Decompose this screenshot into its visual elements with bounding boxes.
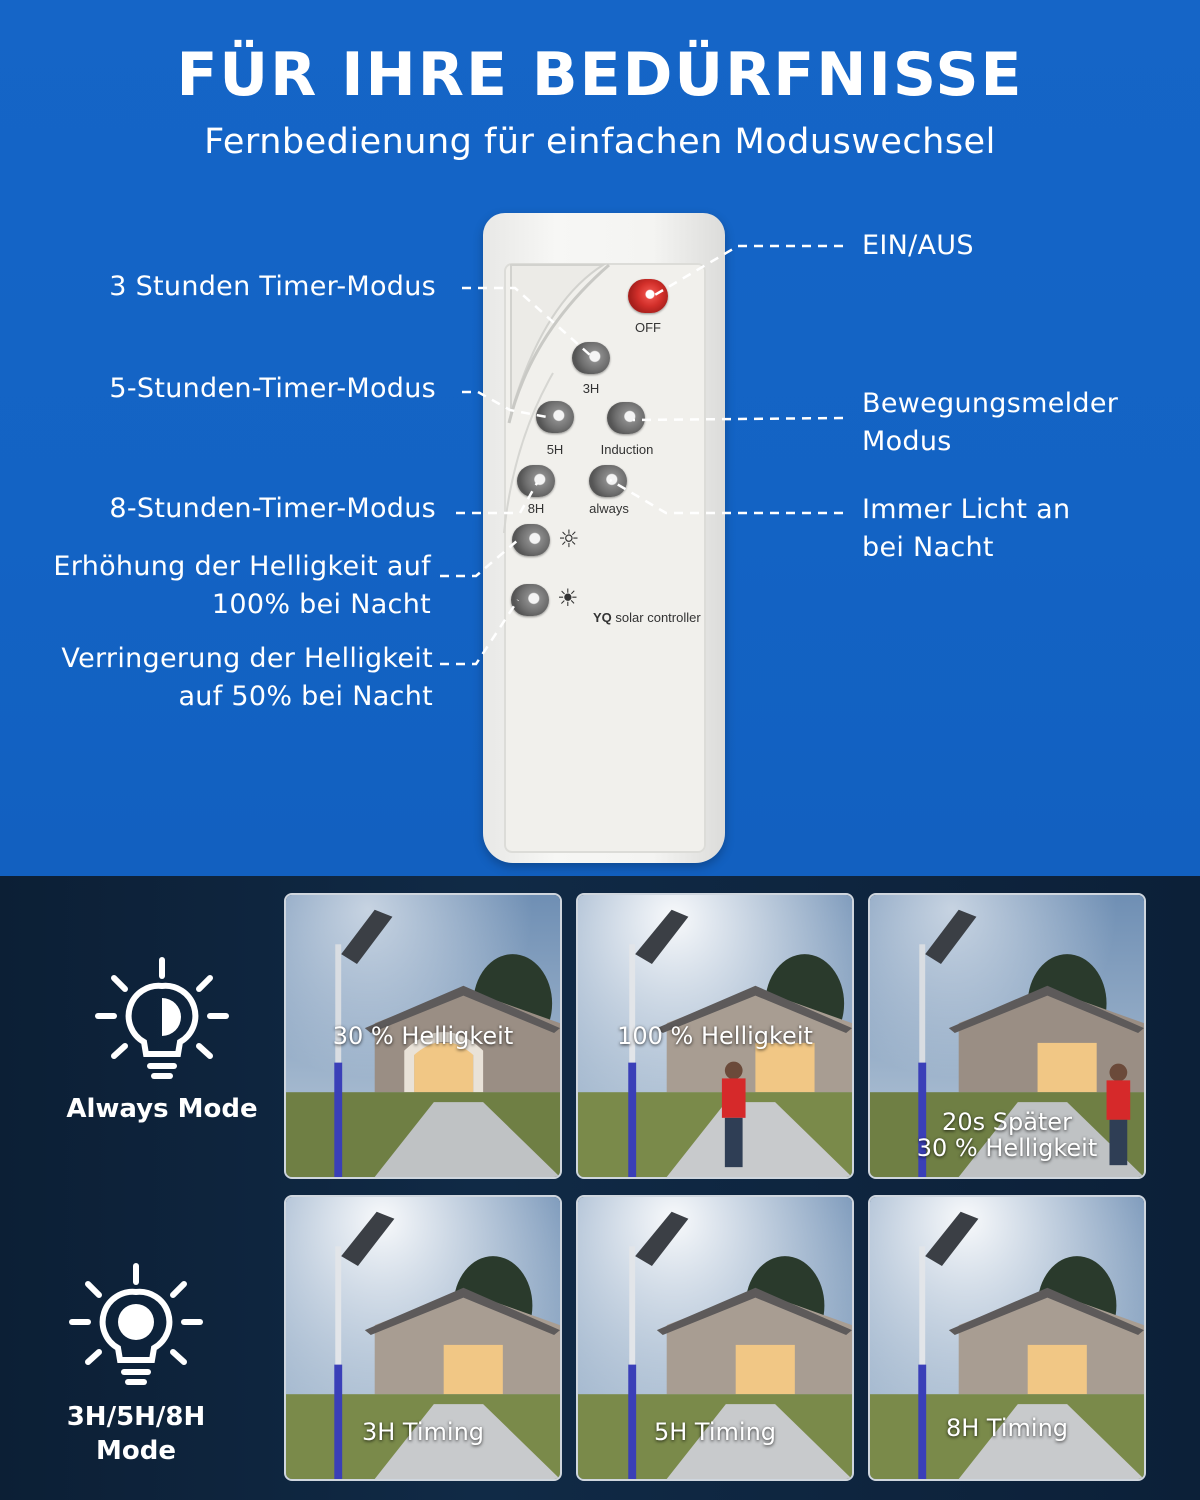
half-bulb-icon	[92, 954, 232, 1094]
label-motion-line2: Modus	[862, 426, 952, 457]
always-label: always	[589, 501, 629, 516]
timer-mode-label-line1: 3H/5H/8H	[66, 1402, 206, 1432]
bright-bulb-icon	[66, 1260, 206, 1400]
remote-control	[483, 213, 725, 863]
scene-card-always-100	[576, 893, 854, 1179]
label-timer-3h: 3 Stunden Timer-Modus	[109, 271, 436, 302]
label-motion-line1: Bewegungsmelder	[862, 388, 1119, 419]
induction-label: Induction	[600, 442, 654, 457]
page-subtitle: Fernbedienung für einfachen Moduswechsel	[204, 122, 996, 162]
scene-caption: 3H Timing	[361, 1418, 485, 1446]
always-button[interactable]	[589, 465, 627, 497]
off-button-label: OFF	[635, 320, 661, 335]
brightness-down-button[interactable]	[511, 584, 549, 616]
timer-3h-label: 3H	[582, 381, 600, 396]
scene-caption: 8H Timing	[945, 1414, 1069, 1442]
scene-card-always-30	[284, 893, 562, 1179]
sun-outline-icon: ☼	[558, 525, 580, 553]
timer-5h-button[interactable]	[536, 401, 574, 433]
label-brightness-up	[20, 548, 431, 624]
remote-brand-prefix: YQ	[593, 610, 612, 625]
always-mode-label: Always Mode	[66, 1094, 258, 1124]
label-brightness-down-line1: Verringerung der Helligkeit	[61, 643, 433, 674]
scene-card-3h	[284, 1195, 562, 1481]
remote-brand-suffix: solar controller	[615, 610, 701, 625]
label-brightness-down	[20, 640, 433, 716]
label-timer-5h: 5-Stunden-Timer-Modus	[109, 373, 436, 404]
label-always-line2: bei Nacht	[862, 532, 994, 563]
page-title: FÜR IHRE BEDÜRFNISSE	[176, 40, 1024, 110]
scene-caption: 5H Timing	[653, 1418, 777, 1446]
timer-mode-label	[26, 1400, 246, 1468]
timer-3h-button[interactable]	[572, 342, 610, 374]
label-brightness-up-line2: 100% bei Nacht	[211, 589, 431, 620]
timer-8h-button[interactable]	[517, 465, 555, 497]
scene-caption-line1: 20s Später	[942, 1108, 1072, 1136]
scene-caption: 100 % Helligkeit	[617, 1022, 813, 1050]
label-on-off: EIN/AUS	[862, 230, 974, 261]
label-brightness-down-line2: auf 50% bei Nacht	[178, 681, 433, 712]
timer-8h-label: 8H	[527, 501, 545, 516]
label-always	[862, 491, 1182, 567]
off-button[interactable]	[628, 279, 668, 313]
label-timer-8h: 8-Stunden-Timer-Modus	[109, 493, 436, 524]
label-brightness-up-line1: Erhöhung der Helligkeit auf	[53, 551, 431, 582]
label-motion	[862, 385, 1182, 461]
modes-section	[0, 876, 1200, 1500]
sun-half-icon: ☀	[557, 584, 579, 612]
scene-caption-line2: 30 % Helligkeit	[916, 1134, 1098, 1162]
scene-card-5h	[576, 1195, 854, 1481]
scene-card-8h	[868, 1195, 1146, 1481]
scene-caption: 30 % Helligkeit	[332, 1022, 514, 1050]
label-always-line1: Immer Licht an	[862, 494, 1071, 525]
timer-5h-label: 5H	[546, 442, 564, 457]
remote-brand-label	[593, 610, 701, 625]
scene-card-always-later	[868, 893, 1146, 1179]
induction-button[interactable]	[607, 402, 645, 434]
timer-mode-label-line2: Mode	[96, 1436, 176, 1466]
brightness-up-button[interactable]	[512, 524, 550, 556]
